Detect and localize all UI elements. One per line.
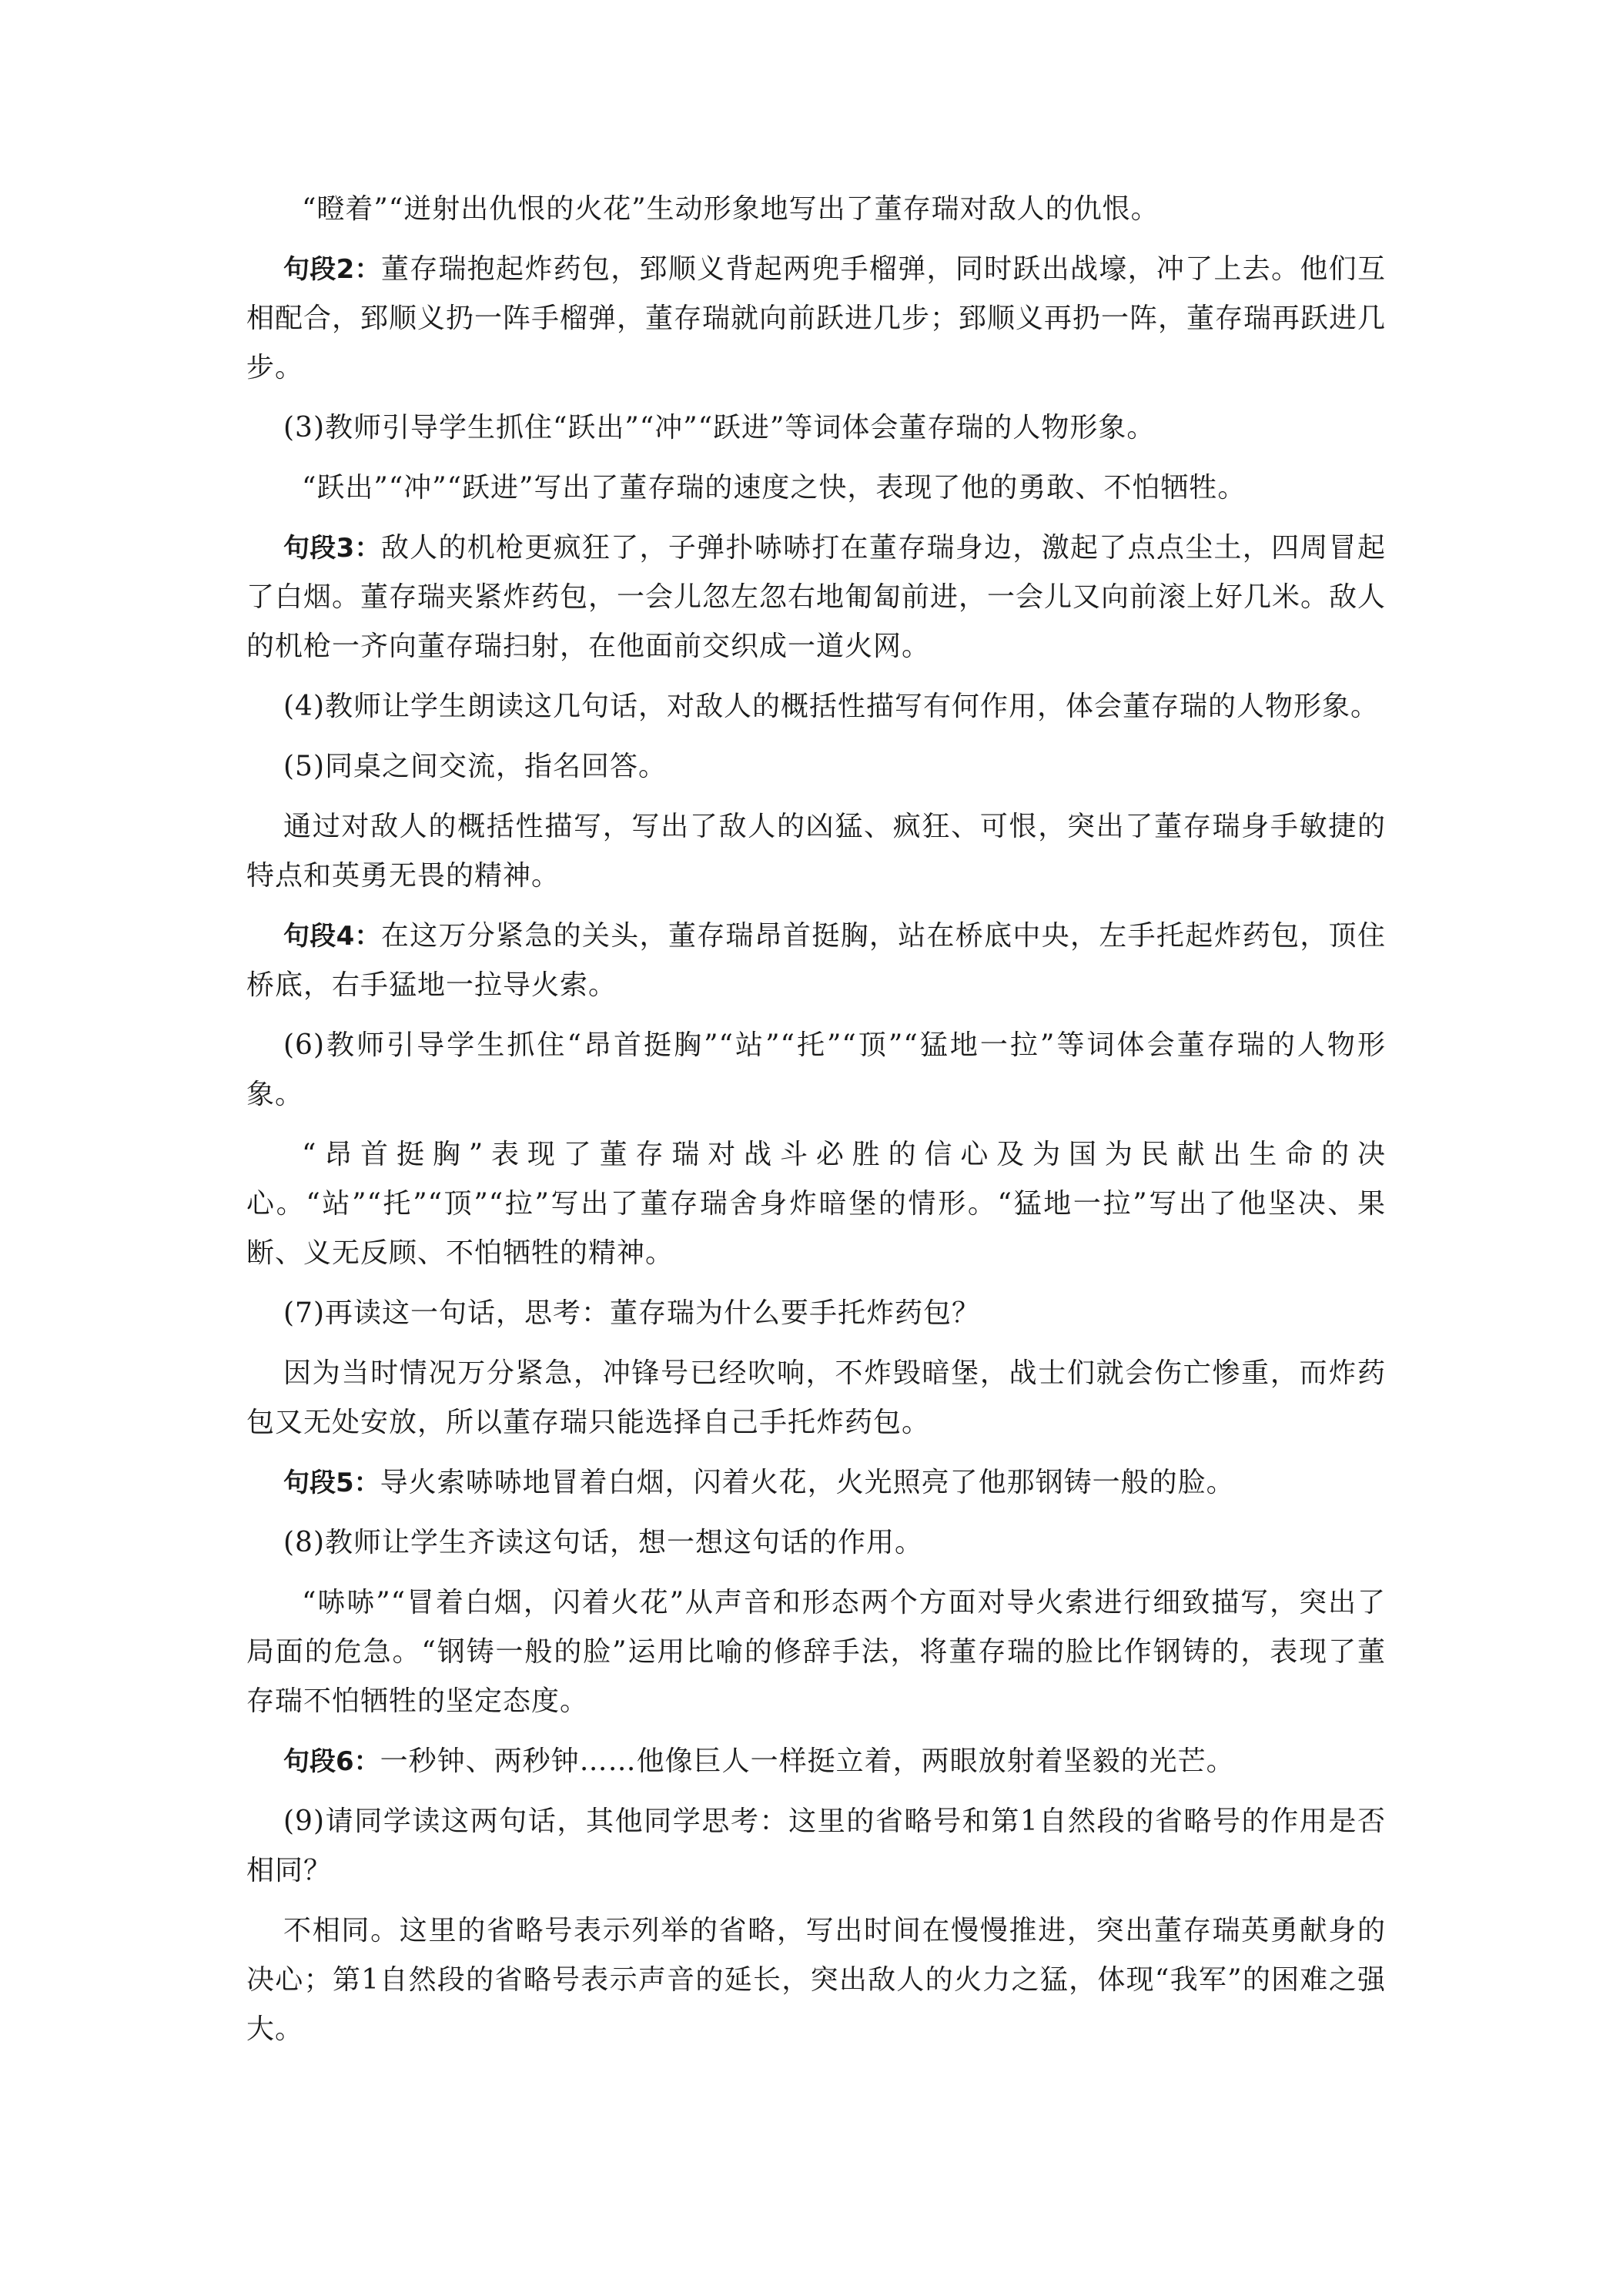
paragraph-text: 因为当时情况万分紧急，冲锋号已经吹响，不炸毁暗堡，战士们就会伤亡惨重，而炸药包又无处安放，所以董存瑞只能选择自己手托炸药包。 bbox=[246, 1357, 1386, 1438]
section-label: 句段5： bbox=[283, 1468, 380, 1498]
paragraph-10 bbox=[246, 1021, 1386, 1120]
paragraph-text: 董存瑞抱起炸药包，郅顺义背起两兜手榴弹，同时跃出战壕，冲了上去。他们互相配合，郅顺义扔一阵手榴弹，董存瑞就向前跃进几步；郅顺义再扔一阵，董存瑞再跃进几步。 bbox=[246, 253, 1387, 383]
paragraph-5 bbox=[246, 524, 1386, 671]
paragraph-text: (3)教师引导学生抓住“跃出”“冲”“跃进”等词体会董存瑞的人物形象。 bbox=[283, 412, 1156, 443]
document-page bbox=[246, 185, 1386, 2065]
section-label: 句段4： bbox=[283, 921, 381, 952]
paragraph-15 bbox=[246, 1518, 1386, 1568]
section-label: 句段3： bbox=[283, 533, 381, 564]
paragraph-text: “昂首挺胸”表现了董存瑞对战斗必胜的信心及为国为民献出生命的决心。“站”“托”“顶”“拉”写出了董存瑞舍身炸暗堡的情形。“猛地一拉”写出了他坚决、果断、义无反顾、不怕牺牲的精神。 bbox=[246, 1139, 1386, 1269]
paragraph-text: 不相同。这里的省略号表示列举的省略，写出时间在慢慢推进，突出董存瑞英勇献身的决心；第1自然段的省略号表示声音的延长，突出敌人的火力之猛，体现“我军”的困难之强大。 bbox=[246, 1915, 1386, 2045]
paragraph-4 bbox=[246, 464, 1386, 513]
paragraph-text: (8)教师让学生齐读这句话，想一想这句话的作用。 bbox=[283, 1527, 923, 1558]
paragraph-3 bbox=[246, 403, 1386, 453]
paragraph-11 bbox=[246, 1130, 1386, 1278]
section-label: 句段2： bbox=[283, 254, 381, 285]
paragraph-13 bbox=[246, 1349, 1386, 1448]
paragraph-text: 敌人的机枪更疯狂了，子弹扑哧哧打在董存瑞身边，激起了点点尘土，四周冒起了白烟。董存瑞夹紧炸药包，一会儿忽左忽右地匍匐前进，一会儿又向前滚上好几米。敌人的机枪一齐向董存瑞扫射，在他面前交织成一道火网。 bbox=[246, 532, 1387, 662]
paragraph-12 bbox=[246, 1289, 1386, 1338]
paragraph-text: (4)教师让学生朗读这几句话，对敌人的概括性描写有何作用，体会董存瑞的人物形象。 bbox=[283, 691, 1379, 722]
paragraph-text: (9)请同学读这两句话，其他同学思考：这里的省略号和第1自然段的省略号的作用是否相同？ bbox=[246, 1806, 1386, 1886]
paragraph-14 bbox=[246, 1458, 1386, 1508]
paragraph-7 bbox=[246, 742, 1386, 792]
paragraph-2 bbox=[246, 245, 1386, 393]
paragraph-text: 一秒钟、两秒钟……他像巨人一样挺立着，两眼放射着坚毅的光芒。 bbox=[380, 1745, 1235, 1777]
paragraph-text: (6)教师引导学生抓住“昂首挺胸”“站”“托”“顶”“猛地一拉”等词体会董存瑞的人物形象。 bbox=[246, 1029, 1386, 1110]
paragraph-16 bbox=[246, 1578, 1386, 1726]
paragraph-text: “跃出”“冲”“跃进”写出了董存瑞的速度之快，表现了他的勇敢、不怕牺牲。 bbox=[302, 472, 1247, 504]
paragraph-8 bbox=[246, 802, 1386, 901]
paragraph-text: “哧哧”“冒着白烟，闪着火花”从声音和形态两个方面对导火索进行细致描写，突出了局面的危急。“钢铸一般的脸”运用比喻的修辞手法，将董存瑞的脸比作钢铸的，表现了董存瑞不怕牺牲的坚定态度。 bbox=[246, 1587, 1386, 1717]
paragraph-text: 导火索哧哧地冒着白烟，闪着火花，火光照亮了他那钢铸一般的脸。 bbox=[380, 1467, 1235, 1498]
paragraph-text: (7)再读这一句话，思考：董存瑞为什么要手托炸药包？ bbox=[283, 1297, 980, 1329]
paragraph-19 bbox=[246, 1906, 1386, 2054]
section-label: 句段6： bbox=[283, 1746, 380, 1777]
paragraph-6 bbox=[246, 682, 1386, 731]
paragraph-text: 在这万分紧急的关头，董存瑞昂首挺胸，站在桥底中央，左手托起炸药包，顶住桥底，右手猛地一拉导火索。 bbox=[246, 920, 1386, 1001]
paragraph-9 bbox=[246, 912, 1386, 1010]
paragraph-text: 通过对敌人的概括性描写，写出了敌人的凶猛、疯狂、可恨，突出了董存瑞身手敏捷的特点和英勇无畏的精神。 bbox=[246, 811, 1386, 892]
paragraph-18 bbox=[246, 1797, 1386, 1896]
paragraph-text: “瞪着”“迸射出仇恨的火花”生动形象地写出了董存瑞对敌人的仇恨。 bbox=[302, 193, 1160, 225]
paragraph-text: (5)同桌之间交流，指名回答。 bbox=[283, 751, 667, 782]
paragraph-17 bbox=[246, 1737, 1386, 1786]
paragraph-1 bbox=[246, 185, 1386, 234]
